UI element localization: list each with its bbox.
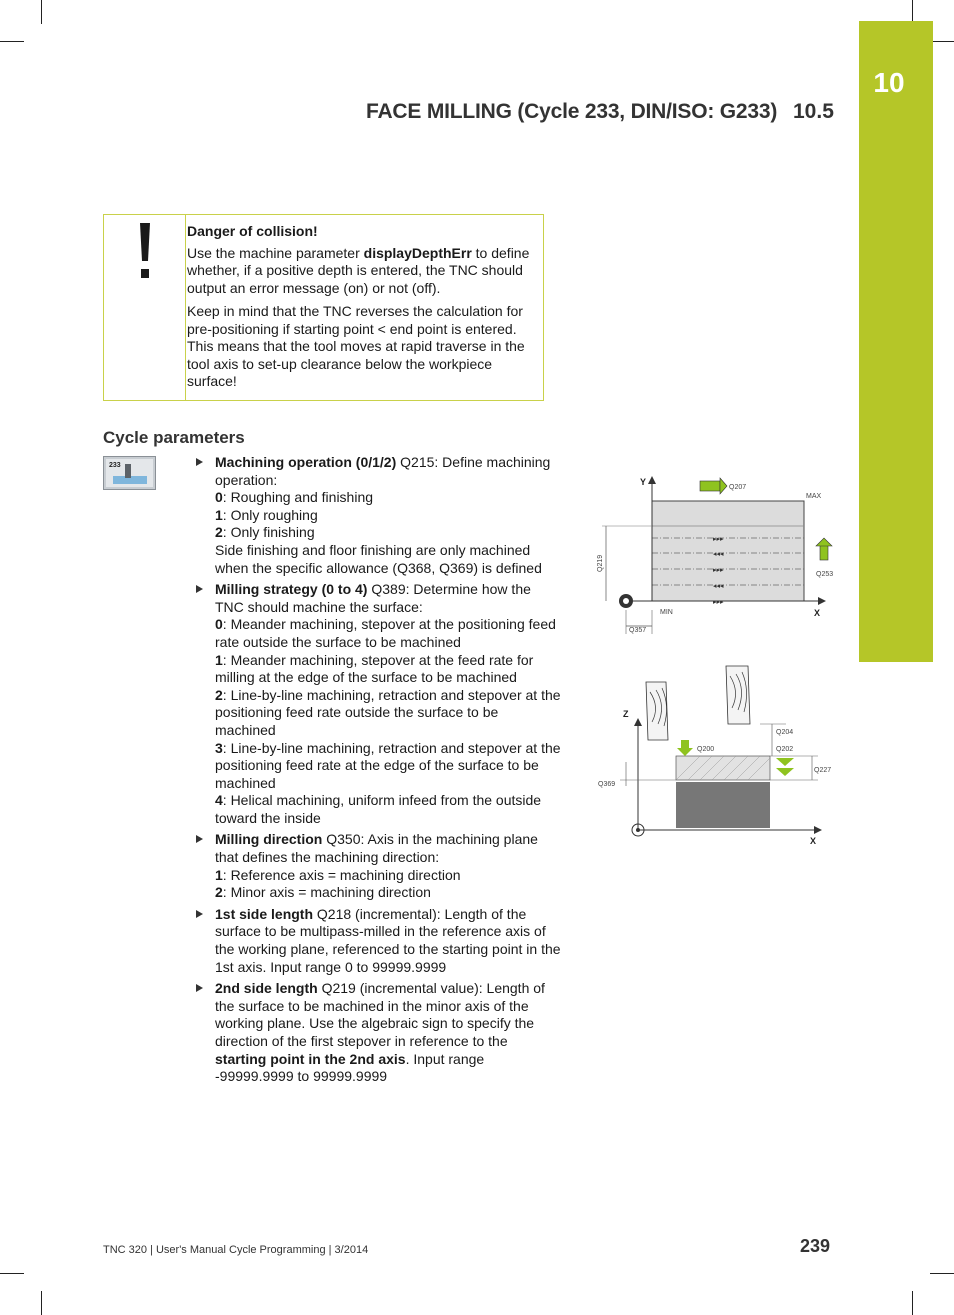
direction-arrows-icon: ▸▸▸	[713, 599, 724, 606]
datum-icon	[636, 828, 640, 832]
q253-label: Q253	[816, 571, 834, 578]
parameter-name: starting point in the 2nd axis	[215, 1050, 406, 1067]
axis-arrow-icon	[814, 826, 822, 834]
list-item	[196, 980, 561, 1086]
option-text: : Minor axis = machining direction	[222, 884, 431, 901]
danger-paragraph-1	[187, 245, 537, 298]
machining-allowance	[676, 756, 770, 780]
direction-arrows-icon: ▸▸▸	[713, 567, 724, 574]
option-number: 2	[215, 686, 223, 703]
crop-mark	[930, 41, 954, 42]
chapter-number: 10	[873, 67, 905, 98]
feed-arrow-icon	[677, 748, 693, 756]
option-text: : Helical machining, uniform infeed from the outside toward the inside	[215, 792, 542, 826]
direction-arrows-icon: ◂◂◂	[713, 551, 724, 558]
crop-mark	[41, 1291, 42, 1315]
option-text: : Line-by-line machining, retraction and stepover at the positioning feed rate at the edge of the surface to be machined	[215, 739, 561, 791]
softkey-label: 233	[109, 462, 121, 469]
direction-arrows-icon: ◂◂◂	[713, 583, 724, 590]
footer-text: TNC 320 | User's Manual Cycle Programming | 3/2014	[103, 1244, 369, 1256]
parameter-name: Milling direction	[215, 831, 323, 848]
danger-note-box	[103, 214, 544, 401]
option-number: 3	[215, 739, 223, 756]
parameter-name: Machining operation (0/1/2)	[215, 454, 397, 470]
face-milling-side-view-diagram	[590, 662, 840, 852]
y-axis-label: Y	[640, 477, 647, 487]
bullet-arrow-icon	[196, 835, 203, 843]
q207-label: Q207	[729, 484, 747, 491]
option-number: 0	[215, 616, 223, 633]
text: Use the machine parameter	[187, 244, 364, 261]
infeed-arrow-icon	[776, 758, 794, 766]
direction-arrows-icon: ▸▸▸	[713, 536, 724, 543]
infeed-arrow-icon	[776, 768, 794, 776]
list-item	[196, 454, 561, 577]
danger-paragraph-2: Keep in mind that the TNC reverses the calculation for pre-positioning if starting point < end point is entered. This means that the tool moves at rapid traverse in the tool axis to set-up clearance below the workpiece surface!	[187, 303, 525, 389]
end-mill-tool-icon	[646, 682, 668, 740]
danger-note-text	[187, 223, 537, 397]
option-number: 2	[215, 524, 223, 541]
stepover-arrow-icon	[816, 538, 832, 546]
page-number: 239	[800, 1236, 831, 1256]
stepover-arrow-icon	[820, 544, 828, 560]
option-text: : Line-by-line machining, retraction and stepover at the positioning feed rate outside the surface to be machined	[215, 686, 561, 738]
parameter-name: displayDepthErr	[363, 244, 472, 261]
parameter-name: 1st side length	[215, 905, 314, 922]
bullet-arrow-icon	[196, 984, 203, 992]
workpiece	[676, 782, 770, 828]
crop-mark	[930, 1273, 954, 1274]
crop-mark	[41, 0, 42, 24]
option-text: : Only finishing	[222, 524, 315, 541]
option-number: 1	[215, 506, 223, 523]
q369-label: Q369	[598, 781, 616, 788]
parameter-name: 2nd side length	[215, 980, 318, 997]
option-number: 1	[215, 651, 223, 668]
crop-mark	[0, 41, 24, 42]
face-milling-top-view-diagram	[590, 470, 840, 640]
feed-arrow-icon	[700, 481, 720, 491]
list-item	[196, 831, 561, 901]
crop-mark	[0, 1273, 24, 1274]
list-item	[196, 581, 561, 827]
q227-label: Q227	[814, 767, 832, 774]
axis-arrow-icon	[818, 597, 826, 605]
option-number: 0	[215, 489, 223, 506]
feed-arrow-icon	[720, 478, 727, 494]
parameter-desc: Q218 (incremental): Length of the surface to be multipass-milled in the reference axis of the working plane, referenced to the starting point in the 1st axis. Input range 0 to 99999.9999	[215, 905, 561, 975]
cycle-233-softkey-icon	[103, 456, 156, 490]
axis-arrow-icon	[634, 718, 642, 726]
option-number: 4	[215, 792, 223, 809]
q200-label: Q200	[697, 746, 715, 753]
parameter-note: Side finishing and floor finishing are only machined when the specific allowance (Q368, Q369) is defined	[215, 541, 542, 576]
q202-label: Q202	[776, 746, 794, 753]
q204-label: Q204	[776, 729, 794, 736]
section-heading: Cycle parameters	[103, 428, 245, 447]
option-text: : Reference axis = machining direction	[222, 866, 461, 883]
x-axis-label: X	[810, 836, 817, 846]
option-number: 2	[215, 884, 223, 901]
parameter-desc: Q215: Define machining operation:	[215, 454, 551, 488]
axis-arrow-icon	[648, 476, 656, 484]
option-text: : Roughing and finishing	[222, 489, 374, 506]
max-label: MAX	[806, 493, 822, 500]
workpiece-surface	[652, 501, 804, 601]
text: to define whether, if a positive depth is entered, the TNC should output an error message (on) or not (off).	[187, 244, 530, 296]
parameter-name: Milling strategy (0 to 4)	[215, 581, 368, 598]
parameter-desc: Q219 (incremental value): Length of the surface to be machined in the minor axis of the working plane. Use the algebraic sign to specify the direction of the first stepover in reference to the	[215, 980, 545, 1049]
min-label: MIN	[660, 609, 673, 616]
divider	[185, 215, 186, 400]
danger-title: Danger of collision!	[187, 223, 318, 239]
list-item	[196, 906, 561, 976]
feed-arrow-icon	[681, 740, 689, 748]
parameter-list	[196, 454, 561, 1090]
option-text: : Only roughing	[222, 506, 318, 523]
parameter-desc: Q389: Determine how the TNC should machine the surface:	[215, 581, 531, 615]
bullet-arrow-icon	[196, 458, 203, 466]
option-text: : Meander machining, stepover at the feed rate for milling at the edge of the surface to be machined	[215, 651, 534, 686]
option-text: : Meander machining, stepover at the positioning feed rate outside the surface to be machined	[215, 616, 556, 650]
q219-label: Q219	[597, 554, 604, 572]
bullet-arrow-icon	[196, 910, 203, 918]
exclamation-icon	[138, 223, 152, 281]
parameter-desc: . Input range -99999.9999 to 99999.9999	[215, 1050, 485, 1085]
tool-icon	[623, 598, 629, 604]
bullet-arrow-icon	[196, 585, 203, 593]
parameter-desc: Q350: Axis in the machining plane that defines the machining direction:	[215, 831, 538, 866]
crop-mark	[912, 1291, 913, 1315]
page-header-section: 10.5	[793, 100, 834, 123]
q357-label: Q357	[629, 627, 647, 634]
page-header-title: FACE MILLING (Cycle 233, DIN/ISO: G233)	[366, 100, 778, 123]
z-axis-label: Z	[623, 709, 629, 719]
option-number: 1	[215, 866, 223, 883]
chapter-tab	[859, 21, 933, 662]
x-axis-label: X	[814, 608, 821, 618]
